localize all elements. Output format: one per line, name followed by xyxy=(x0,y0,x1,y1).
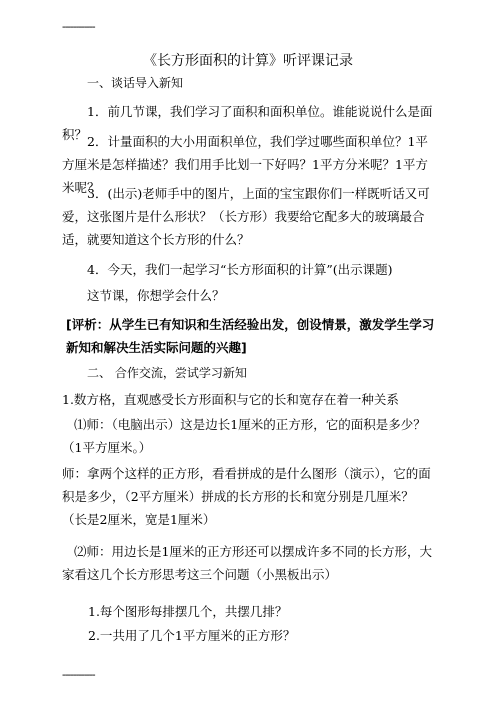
header-dashes: ------------ xyxy=(62,20,95,33)
footer-dashes: ------------ xyxy=(62,668,95,681)
section2-paragraph-2: ⑴师：（电脑出示）这是边长1厘米的正方形，它的面积是多少？（1平方厘米。） xyxy=(62,417,426,455)
paragraph-4: 4．今天，我们一起学习“长方形面积的计算”(出示课题) xyxy=(87,262,393,277)
section2-paragraph-3: 师：拿两个这样的正方形，看看拼成的是什么图形（演示），它的面积是多少，（2平方厘米）拼成的长方形的长和宽分别是几厘米？（长是2厘米，宽是1厘米） xyxy=(62,466,431,527)
question-2: 2.一共用了几个1平方厘米的正方形？ xyxy=(88,628,296,643)
paragraph-1: 1．前几节课，我们学习了面积和面积单位。谁能说说什么是面积？ xyxy=(62,104,433,142)
section2-paragraph-4: ⑵师：用边长是1厘米的正方形还可以摆成许多不同的长方形，大家看这几个长方形思考这三个问题（小黑板出示） xyxy=(62,544,432,582)
paragraph-3: 3．(出示)老师手中的图片，上面的宝宝跟你们一样既听话又可爱，这张图片是什么形状？（长方形）我要给它配多大的玻璃最合适，就要知道这个长方形的什么？ xyxy=(62,186,430,247)
section-heading-1: 一、谈话导入新知 xyxy=(87,76,184,90)
paragraph-5: 这节课，你想学会什么？ xyxy=(87,288,225,303)
paragraph-2: 2．计量面积的大小用面积单位，我们学过哪些面积单位？1平方厘米是怎样描述？我们用手比划一下好吗？1平方分米呢？1平方米呢？ xyxy=(62,134,428,195)
section-heading-2: 二、 合作交流，尝试学习新知 xyxy=(87,366,247,380)
section2-paragraph-1: 1.数方格，直观感受长方形面积与它的长和宽存在着一种关系 xyxy=(62,392,399,407)
comment-block: [评析：从学生已有知识和生活经验出发，创设情景，激发学生学习新知和解决生活实际问题的兴趣] xyxy=(66,317,435,355)
question-1: 1.每个图形每排摆几个，共摆几排？ xyxy=(88,604,288,619)
page-title: 《长方形面积的计算》听评课记录 xyxy=(143,53,353,69)
